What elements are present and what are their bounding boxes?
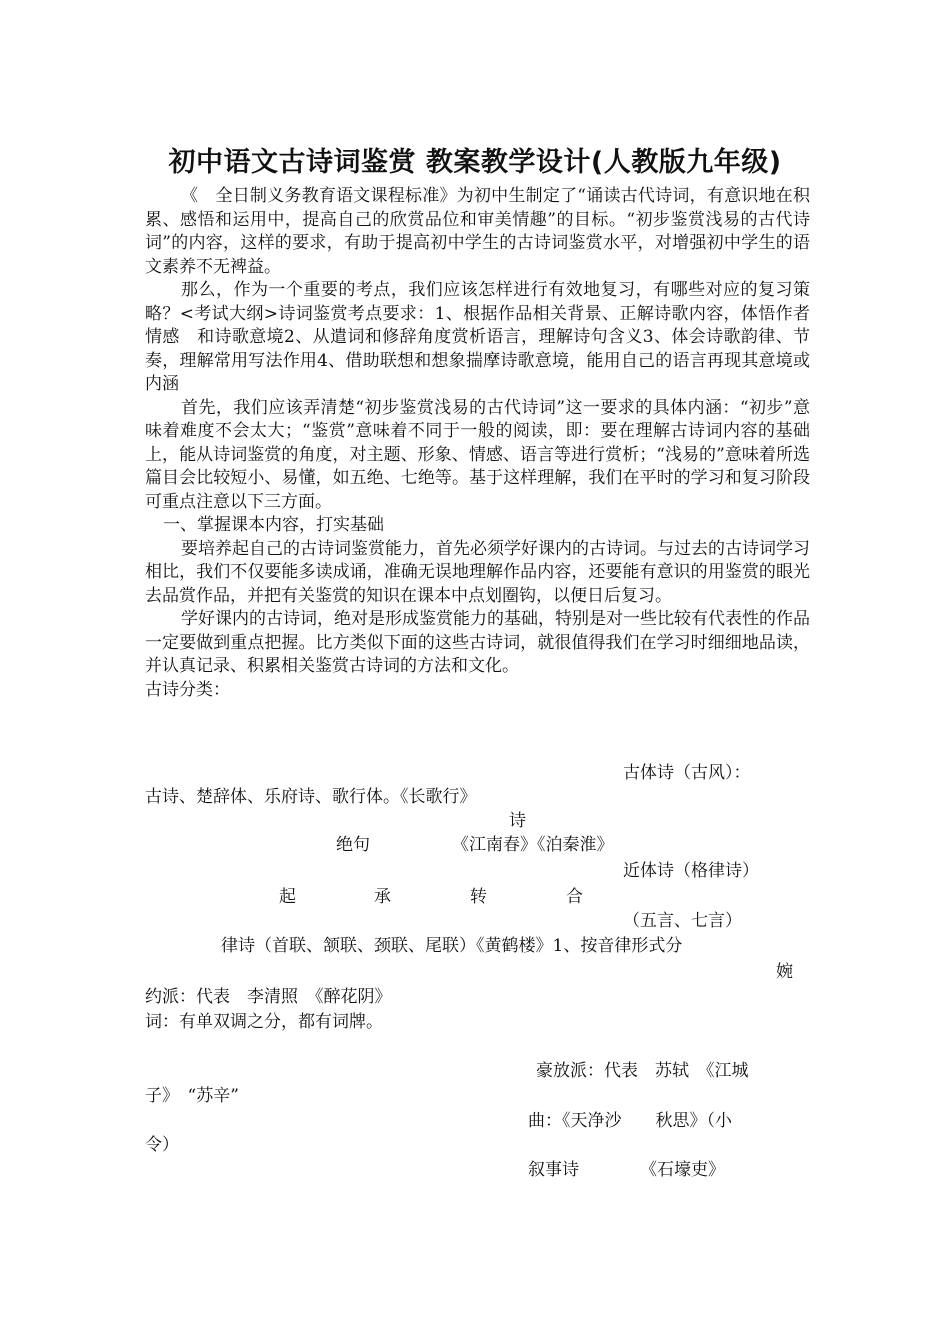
classification-heading: 古诗分类： [145,679,230,700]
class-xushi: 叙事诗 [528,1160,579,1180]
class-wuyan-qiyan: （五言、七言） [623,911,742,931]
class-cheng: 承 [374,887,391,907]
paragraph-foundation: 学好课内的古诗词，绝对是形成鉴赏能力的基础，特别是对一些比较有代表性的作品一定要做到重点把握。比方类似下面的这些古诗词，就很值得我们在学习时细细地品读，并认真记录、积累相关鉴赏古诗词的方法和文化。 [145,609,810,676]
class-ci: 词：有单双调之分，都有词牌。 [145,1012,383,1032]
class-haofang-cont: 子》 “苏辛” [145,1086,239,1106]
class-qu-cont: 令） [145,1135,179,1155]
class-wanyue: 约派：代表 李清照 《醉花阴》 [145,987,392,1007]
class-haofang: 豪放派：代表 苏轼 《江城 [536,1061,749,1081]
class-qu: 曲：《天净沙 秋思》（小 [528,1111,732,1131]
class-wan: 婉 [776,962,793,982]
class-he: 合 [566,887,583,907]
section-heading: 一、掌握课本内容，打实基础 [163,515,384,535]
class-guti-list: 古诗、楚辞体、乐府诗、歌行体。《长歌行》 [145,787,477,807]
paragraph-connotation: 首先，我们应该弄清楚“初步鉴赏浅易的古代诗词”这一要求的具体内涵：“初步”意味着难度不会太大；“鉴赏”意味着不同于一般的阅读，即：要在理解古诗词内容的基础上，能从诗词鉴赏的角度，对主题、形象、情感、语言等进行赏析；“浅易的”意味着所选篇目会比较短小、易懂，如五绝、七绝等。基于这样理解，我们在平时的学习和复习阶段可重点注意以下三方面。 [145,397,810,512]
class-jueju-examples: 《江南春》《泊秦淮》 [452,835,614,855]
class-jueju: 绝句 [336,835,370,855]
class-xushi-example: 《石壕吏》 [640,1160,725,1180]
class-jinti: 近体诗（格律诗） [623,861,759,881]
class-lvshi: 律诗（首联、颔联、颈联、尾联）《黄鹤楼》1、按音律形式分 [221,936,683,956]
page-title: 初中语文古诗词鉴赏 教案教学设计(人教版九年级) [168,147,782,178]
paragraph-textbook: 要培养起自己的古诗词鉴赏能力，首先必须学好课内的古诗词。与过去的古诗词学习相比，我们不仅要能多读成诵，准确无误地理解作品内容，还要能有意识的用鉴赏的眼光去品赏作品，并把有关鉴赏的知识在课本中点划圈钩，以便日后复习。 [145,538,810,606]
class-shi: 诗 [509,811,526,831]
paragraph-intro: 《 全日制义务教育语文课程标准》为初中生制定了“诵读古代诗词，有意识地在积累、感悟和运用中，提高自己的欣赏品位和审美情趣”的目标。“初步鉴赏浅易的古代诗词”的内容，这样的要求，有助于提高初中学生的古诗词鉴赏水平，对增强初中学生的语文素养不无裨益。 [145,186,810,277]
class-qi: 起 [279,887,296,907]
paragraph-review-strategy: 那么，作为一个重要的考点，我们应该怎样进行有效地复习，有哪些对应的复习策略？<考试大纲>诗词鉴赏考点要求：1、根据作品相关背景、正解诗歌内容，体悟作者情感 和诗歌意境2、从遣词和修辞角度赏析语言，理解诗句含义3、体会诗歌韵律、节奏，理解常用写法作用4、借助联想和想象揣摩诗歌意境，能用自己的语言再现其意境或内涵 [145,280,810,394]
class-guti: 古体诗（古风）： [623,763,751,783]
class-zhuan: 转 [470,887,487,907]
document-body [145,185,810,702]
